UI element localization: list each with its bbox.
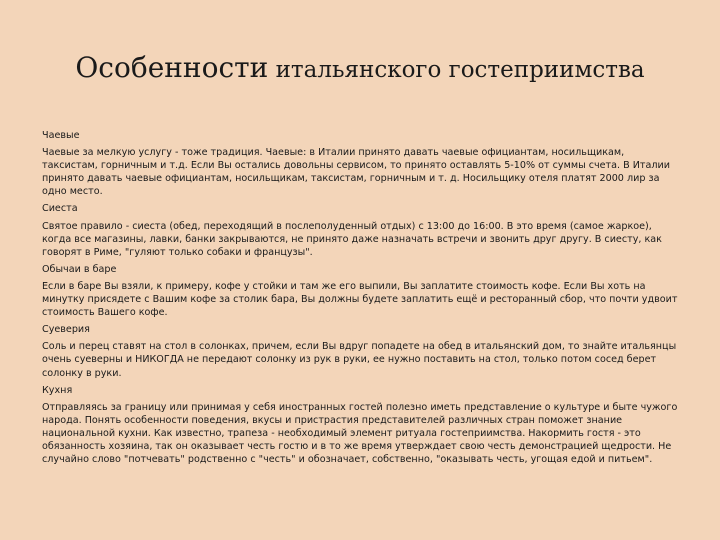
section-heading: Чаевые — [42, 130, 80, 141]
slide-title-part2: итальянского гостеприимства — [268, 57, 645, 83]
section-siesta — [42, 202, 682, 258]
slide-title-part1: Особенности — [75, 51, 269, 84]
section-text: Святое правило - сиеста (обед, переходящий в послеполуденный отдых) с 13:00 до 16:00. В это время (самое жаркое), когда все магазины, лавки, банки закрываются, не принято даже назначать встречи и звонить друг другу. В сиесту, как говорят в Риме, "гуляют только собаки и французы". — [42, 220, 662, 258]
section-superstitions — [42, 323, 682, 379]
section-cuisine — [42, 384, 682, 467]
section-tips — [42, 129, 682, 198]
section-heading: Кухня — [42, 384, 73, 396]
section-text: Соль и перец ставят на стол в солонках, причем, если Вы вдруг попадете на обед в итальянский дом, то знайте итальянцы очень суеверны и НИКОГДА не передают солонку из рук в руки, ее нужно поставить на стол, только потом сосед берет солонку в руки. — [42, 341, 677, 379]
section-text: Чаевые за мелкую услугу - тоже традиция. Чаевые: в Италии принято давать чаевые официантам, носильщикам, таксистам, горничным и т.д. Если Вы остались довольны сервисом, то принято оставлять 5-10% от суммы счета. В Италии принято давать чаевые официантам, носильщикам, таксистам, горничным и т. д. Носильщику отеля платят 2000 лир за одно место. — [42, 147, 670, 198]
slide-title — [0, 50, 720, 88]
section-heading: Обычаи в баре — [42, 263, 117, 275]
section-bar-customs — [42, 263, 682, 319]
section-text: Если в баре Вы взяли, к примеру, кофе у стойки и там же его выпили, Вы заплатите стоимость кофе. Если Вы хоть на минутку присядете с Вашим кофе за столик бара, Вы должны будете заплатить ещё и ресторанный сбор, что почти удвоит стоимость Вашего кофе. — [42, 280, 678, 319]
section-heading: Суеверия — [42, 324, 90, 336]
slide-body — [42, 129, 682, 470]
section-text: Отправляясь за границу или принимая у себя иностранных гостей полезно иметь представление о культуре и быте чужого народа. Понять особенности поведения, вкусы и пристрастия представителей различных стран поможет знание национальной кухни. Как известно, трапеза - необходимый элемент ритуала гостеприимства. Накормить гостя - это обязанность хозяина, так он оказывает честь гостю и в то же время утверждает свою честь демонстрацией щедрости. Не случайно слово "потчевать" родственно с "честь" и обозначает, собственно, "оказывать честь, угощая едой и питьем". — [42, 401, 678, 466]
section-heading: Сиеста — [42, 203, 78, 215]
